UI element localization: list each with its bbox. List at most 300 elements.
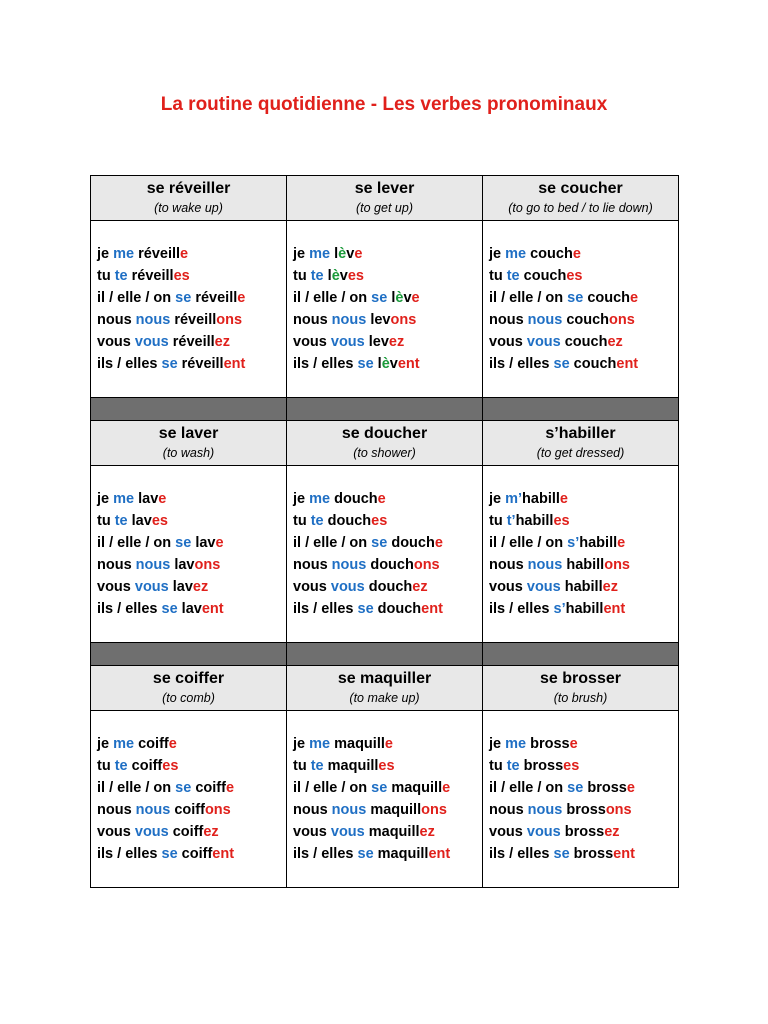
- verb-stem: couch: [583, 290, 631, 306]
- conjugation-line: [97, 843, 286, 865]
- reflexive-pronoun: nous: [527, 802, 563, 818]
- subject-pronoun: je: [97, 736, 114, 752]
- verb-conjugation-cell: [483, 711, 679, 888]
- subject-pronoun: ils / elles: [97, 601, 162, 617]
- verb-ending: ez: [604, 824, 620, 840]
- subject-pronoun: tu: [293, 268, 311, 284]
- verb-stem: l: [373, 356, 382, 372]
- subject-pronoun: nous: [489, 312, 528, 328]
- conjugation-list: [483, 466, 678, 620]
- verb-header-row: [91, 176, 679, 221]
- reflexive-pronoun: se: [371, 780, 388, 796]
- subject-pronoun: il / elle / on: [293, 535, 372, 551]
- verb-conjugation-cell: [287, 466, 483, 643]
- conjugation-line: [97, 532, 286, 554]
- verb-ending: ent: [428, 846, 451, 862]
- conjugation-line: [97, 287, 286, 309]
- verb-header-cell: [91, 421, 287, 466]
- conjugation-line: [293, 821, 482, 843]
- verb-conjugation-cell: [91, 466, 287, 643]
- verb-ending: e: [411, 290, 420, 306]
- conjugation-line: [293, 488, 482, 510]
- verb-header-cell: [483, 176, 679, 221]
- reflexive-pronoun: se: [567, 780, 584, 796]
- subject-pronoun: je: [489, 736, 506, 752]
- verb-conjugation-cell: [91, 221, 287, 398]
- verb-header-cell: [91, 666, 287, 711]
- subject-pronoun: vous: [97, 579, 135, 595]
- reflexive-pronoun: se: [567, 290, 584, 306]
- verb-translation: (to go to bed / to lie down): [508, 201, 653, 215]
- stem-accent: è: [395, 290, 404, 306]
- verb-infinitive: se réveiller: [146, 180, 231, 197]
- verb-ending: ons: [421, 802, 447, 818]
- verb-stem: maquill: [387, 780, 443, 796]
- separator-cell: [287, 398, 483, 421]
- page-title: La routine quotidienne - Les verbes pronominaux: [160, 94, 608, 115]
- verb-stem: lav: [170, 557, 195, 573]
- separator-cell: [91, 398, 287, 421]
- conjugation-line: [97, 777, 286, 799]
- verb-ending: ons: [194, 557, 221, 573]
- reflexive-pronoun: se: [357, 601, 374, 617]
- verb-stem: habill: [565, 601, 604, 617]
- reflexive-pronoun: se: [371, 535, 388, 551]
- reflexive-pronoun: vous: [526, 824, 561, 840]
- verb-ending: ons: [216, 312, 243, 328]
- conjugation-line: [97, 265, 286, 287]
- reflexive-pronoun: me: [113, 736, 135, 752]
- subject-pronoun: vous: [97, 824, 135, 840]
- verb-translation: (to wash): [162, 446, 215, 460]
- reflexive-pronoun: vous: [134, 824, 169, 840]
- verb-stem: coiff: [191, 780, 226, 796]
- verb-header-cell: [483, 421, 679, 466]
- verb-infinitive: se laver: [158, 425, 219, 442]
- conjugation-list: [91, 711, 286, 865]
- conjugation-line: [293, 554, 482, 576]
- subject-pronoun: ils / elles: [489, 601, 554, 617]
- conjugation-line: [97, 755, 286, 777]
- subject-pronoun: nous: [293, 557, 332, 573]
- separator-row: [91, 643, 679, 666]
- subject-pronoun: tu: [489, 758, 507, 774]
- reflexive-pronoun: te: [506, 268, 520, 284]
- reflexive-pronoun: me: [309, 491, 331, 507]
- conjugation-list: [287, 466, 482, 620]
- verb-ending: e: [569, 736, 578, 752]
- verb-stem: couch: [562, 312, 610, 328]
- verb-stem: douch: [364, 579, 413, 595]
- conjugation-line: [489, 243, 678, 265]
- stem-accent: è: [338, 246, 347, 262]
- verb-conjugation-row: [91, 711, 679, 888]
- conjugation-line: [489, 488, 678, 510]
- subject-pronoun: vous: [489, 824, 527, 840]
- conjugation-line: [97, 309, 286, 331]
- conjugation-table: [90, 175, 679, 888]
- subject-pronoun: tu: [97, 513, 115, 529]
- separator-row: [91, 398, 679, 421]
- conjugation-line: [97, 353, 286, 375]
- verb-translation: (to get dressed): [536, 446, 625, 460]
- conjugation-line: [97, 554, 286, 576]
- verb-ending: ent: [421, 601, 443, 617]
- subject-pronoun: vous: [489, 334, 527, 350]
- reflexive-pronoun: nous: [527, 312, 563, 328]
- conjugation-line: [489, 755, 678, 777]
- subject-pronoun: il / elle / on: [97, 535, 176, 551]
- conjugation-line: [97, 598, 286, 620]
- verb-stem: maquill: [373, 846, 429, 862]
- conjugation-line: [97, 510, 286, 532]
- verb-stem: lev: [366, 312, 391, 328]
- conjugation-line: [293, 353, 482, 375]
- verb-conjugation-cell: [287, 221, 483, 398]
- reflexive-pronoun: vous: [330, 334, 365, 350]
- verb-ending: e: [377, 491, 386, 507]
- verb-ending: ez: [214, 334, 230, 350]
- conjugation-list: [287, 221, 482, 375]
- subject-pronoun: je: [97, 246, 114, 262]
- verb-ending: ons: [204, 802, 231, 818]
- reflexive-pronoun: se: [161, 846, 178, 862]
- reflexive-pronoun: se: [357, 846, 374, 862]
- conjugation-line: [293, 755, 482, 777]
- reflexive-pronoun: me: [309, 246, 331, 262]
- verb-stem: coiff: [170, 802, 205, 818]
- verb-ending: ez: [412, 579, 428, 595]
- verb-ending: es: [566, 268, 583, 284]
- verb-translation: (to get up): [356, 201, 413, 215]
- conjugation-list: [287, 711, 482, 865]
- verb-infinitive: se brosser: [540, 670, 621, 687]
- verb-stem: l: [323, 268, 332, 284]
- verb-stem: douch: [373, 601, 422, 617]
- verb-conjugation-row: [91, 221, 679, 398]
- verb-infinitive: se maquiller: [337, 670, 432, 687]
- separator-cell: [483, 643, 679, 666]
- reflexive-pronoun: nous: [527, 557, 563, 573]
- conjugation-list: [91, 221, 286, 375]
- conjugation-line: [97, 733, 286, 755]
- subject-pronoun: vous: [293, 824, 331, 840]
- verb-ending: ent: [616, 356, 639, 372]
- verb-stem: bross: [526, 736, 570, 752]
- conjugation-line: [97, 799, 286, 821]
- conjugation-line: [489, 265, 678, 287]
- verb-stem: réveill: [191, 290, 238, 306]
- subject-pronoun: il / elle / on: [293, 290, 372, 306]
- verb-ending: es: [378, 758, 395, 774]
- verb-ending: ons: [413, 557, 440, 573]
- reflexive-pronoun: m’: [505, 491, 523, 507]
- conjugation-line: [293, 309, 482, 331]
- reflexive-pronoun: se: [553, 356, 570, 372]
- verb-ending: es: [151, 513, 168, 529]
- subject-pronoun: ils / elles: [293, 846, 358, 862]
- verb-stem-end: v: [346, 246, 355, 262]
- conjugation-line: [489, 532, 678, 554]
- verb-ending: e: [354, 246, 363, 262]
- verb-ending: ent: [223, 356, 246, 372]
- verb-ending: e: [225, 780, 235, 796]
- reflexive-pronoun: te: [506, 758, 520, 774]
- verb-stem: bross: [519, 758, 564, 774]
- subject-pronoun: ils / elles: [97, 846, 162, 862]
- reflexive-pronoun: se: [371, 290, 388, 306]
- verb-ending: e: [442, 780, 451, 796]
- verb-stem: douch: [366, 557, 414, 573]
- verb-stem: habill: [515, 513, 554, 529]
- conjugation-line: [293, 777, 482, 799]
- reflexive-pronoun: me: [309, 736, 331, 752]
- verb-ending: ez: [192, 579, 209, 595]
- reflexive-pronoun: nous: [135, 802, 171, 818]
- verb-stem: douch: [330, 491, 378, 507]
- conjugation-line: [489, 554, 678, 576]
- verb-stem: réveill: [127, 268, 174, 284]
- subject-pronoun: il / elle / on: [97, 780, 176, 796]
- conjugation-line: [97, 821, 286, 843]
- subject-pronoun: je: [293, 736, 310, 752]
- verb-header-cell: [287, 421, 483, 466]
- verb-infinitive: se coucher: [538, 180, 623, 197]
- verb-ending: ent: [201, 601, 224, 617]
- reflexive-pronoun: nous: [331, 802, 367, 818]
- subject-pronoun: il / elle / on: [293, 780, 372, 796]
- verb-stem: douch: [387, 535, 435, 551]
- verb-stem: coiff: [168, 824, 204, 840]
- verb-stem: couch: [560, 334, 608, 350]
- subject-pronoun: tu: [97, 758, 115, 774]
- verb-stem: douch: [323, 513, 372, 529]
- conjugation-line: [97, 576, 286, 598]
- verb-ending: es: [162, 758, 179, 774]
- subject-pronoun: il / elle / on: [489, 290, 568, 306]
- reflexive-pronoun: vous: [330, 579, 365, 595]
- subject-pronoun: ils / elles: [489, 846, 554, 862]
- verb-ending: ons: [604, 557, 630, 573]
- separator-cell: [91, 643, 287, 666]
- subject-pronoun: je: [293, 491, 310, 507]
- subject-pronoun: nous: [97, 802, 136, 818]
- subject-pronoun: nous: [97, 312, 136, 328]
- reflexive-pronoun: te: [310, 513, 324, 529]
- verb-stem: couch: [526, 246, 573, 262]
- subject-pronoun: vous: [293, 334, 331, 350]
- reflexive-pronoun: te: [114, 513, 128, 529]
- verb-ending: ent: [397, 356, 420, 372]
- subject-pronoun: il / elle / on: [489, 535, 568, 551]
- conjugation-line: [293, 287, 482, 309]
- verb-stem: couch: [519, 268, 567, 284]
- verb-stem: réveill: [134, 246, 181, 262]
- verb-header-cell: [91, 176, 287, 221]
- conjugation-line: [97, 243, 286, 265]
- conjugation-line: [97, 488, 286, 510]
- subject-pronoun: tu: [489, 268, 507, 284]
- verb-stem: coiff: [134, 736, 169, 752]
- subject-pronoun: nous: [293, 312, 332, 328]
- conjugation-line: [293, 331, 482, 353]
- verb-stem-end: v: [389, 356, 398, 372]
- reflexive-pronoun: te: [114, 758, 128, 774]
- conjugation-line: [293, 243, 482, 265]
- conjugation-line: [489, 799, 678, 821]
- reflexive-pronoun: nous: [135, 557, 171, 573]
- verb-infinitive: s’habiller: [545, 425, 616, 442]
- verb-stem: bross: [583, 780, 627, 796]
- conjugation-line: [97, 331, 286, 353]
- verb-ending: ent: [613, 846, 635, 862]
- subject-pronoun: nous: [489, 557, 528, 573]
- reflexive-pronoun: vous: [526, 579, 561, 595]
- conjugation-line: [489, 353, 678, 375]
- verb-ending: e: [215, 535, 224, 551]
- reflexive-pronoun: nous: [135, 312, 171, 328]
- verb-ending: e: [559, 491, 568, 507]
- subject-pronoun: tu: [489, 513, 507, 529]
- verb-ending: es: [347, 268, 364, 284]
- reflexive-pronoun: t’: [506, 513, 516, 529]
- verb-stem: réveill: [168, 334, 215, 350]
- verb-ending: ez: [607, 334, 623, 350]
- conjugation-line: [489, 309, 678, 331]
- subject-pronoun: je: [489, 246, 506, 262]
- reflexive-pronoun: me: [113, 491, 135, 507]
- conjugation-list: [91, 466, 286, 620]
- verb-translation: (to make up): [349, 691, 420, 705]
- verb-translation: (to shower): [353, 446, 416, 460]
- subject-pronoun: vous: [97, 334, 135, 350]
- verb-header-row: [91, 666, 679, 711]
- subject-pronoun: ils / elles: [293, 601, 358, 617]
- reflexive-pronoun: se: [161, 356, 178, 372]
- verb-stem: coiff: [177, 846, 213, 862]
- conjugation-line: [293, 576, 482, 598]
- verb-stem: habill: [522, 491, 560, 507]
- subject-pronoun: nous: [293, 802, 332, 818]
- conjugation-list: [483, 711, 678, 865]
- verb-stem: couch: [569, 356, 617, 372]
- verb-ending: e: [626, 780, 635, 796]
- reflexive-pronoun: se: [357, 356, 374, 372]
- reflexive-pronoun: te: [310, 268, 324, 284]
- conjugation-line: [489, 777, 678, 799]
- reflexive-pronoun: me: [505, 736, 527, 752]
- verb-stem-end: v: [339, 268, 348, 284]
- verb-conjugation-cell: [483, 466, 679, 643]
- verb-ending: e: [168, 736, 177, 752]
- conjugation-line: [489, 733, 678, 755]
- reflexive-pronoun: me: [113, 246, 135, 262]
- verb-stem: coiff: [127, 758, 163, 774]
- verb-infinitive: se doucher: [341, 425, 428, 442]
- verb-translation: (to brush): [553, 691, 608, 705]
- verb-ending: ons: [605, 802, 632, 818]
- conjugation-line: [489, 287, 678, 309]
- verb-stem: habill: [579, 535, 618, 551]
- subject-pronoun: nous: [97, 557, 136, 573]
- reflexive-pronoun: s’: [553, 601, 566, 617]
- verb-infinitive: se lever: [354, 180, 415, 197]
- verb-header-row: [91, 421, 679, 466]
- verb-ending: es: [563, 758, 580, 774]
- verb-stem: lav: [134, 491, 159, 507]
- subject-pronoun: tu: [293, 513, 311, 529]
- reflexive-pronoun: me: [505, 246, 527, 262]
- subject-pronoun: tu: [293, 758, 311, 774]
- verb-translation: (to wake up): [154, 201, 223, 215]
- verb-ending: e: [237, 290, 246, 306]
- subject-pronoun: nous: [489, 802, 528, 818]
- conjugation-line: [489, 510, 678, 532]
- verb-stem: maquill: [366, 802, 422, 818]
- conjugation-line: [489, 821, 678, 843]
- conjugation-line: [489, 331, 678, 353]
- verb-stem: l: [387, 290, 396, 306]
- reflexive-pronoun: vous: [526, 334, 561, 350]
- verb-stem: lav: [177, 601, 202, 617]
- conjugation-line: [293, 510, 482, 532]
- conjugation-line: [293, 843, 482, 865]
- verb-ending: ez: [602, 579, 618, 595]
- verb-header-cell: [287, 176, 483, 221]
- conjugation-line: [293, 265, 482, 287]
- verb-ending: ez: [419, 824, 435, 840]
- reflexive-pronoun: vous: [134, 579, 169, 595]
- subject-pronoun: ils / elles: [293, 356, 358, 372]
- reflexive-pronoun: te: [114, 268, 128, 284]
- verb-conjugation-cell: [287, 711, 483, 888]
- subject-pronoun: tu: [97, 268, 115, 284]
- verb-ending: ent: [212, 846, 235, 862]
- verb-stem: habill: [560, 579, 603, 595]
- verb-stem: l: [330, 246, 339, 262]
- verb-stem: réveill: [170, 312, 217, 328]
- stem-accent: è: [381, 356, 390, 372]
- subject-pronoun: je: [97, 491, 114, 507]
- verb-header-cell: [483, 666, 679, 711]
- verb-ending: es: [371, 513, 388, 529]
- verb-header-cell: [287, 666, 483, 711]
- conjugation-line: [293, 799, 482, 821]
- subject-pronoun: il / elle / on: [489, 780, 568, 796]
- subject-pronoun: ils / elles: [97, 356, 162, 372]
- verb-ending: e: [384, 736, 393, 752]
- verb-ending: e: [434, 535, 443, 551]
- subject-pronoun: je: [293, 246, 310, 262]
- verb-ending: ez: [388, 334, 405, 350]
- verb-stem: lav: [168, 579, 193, 595]
- reflexive-pronoun: se: [553, 846, 570, 862]
- stem-accent: è: [331, 268, 340, 284]
- verb-stem: maquill: [323, 758, 379, 774]
- verb-ending: ons: [390, 312, 417, 328]
- reflexive-pronoun: se: [175, 780, 192, 796]
- verb-stem-end: v: [403, 290, 412, 306]
- verb-conjugation-cell: [483, 221, 679, 398]
- separator-cell: [483, 398, 679, 421]
- reflexive-pronoun: vous: [134, 334, 169, 350]
- subject-pronoun: vous: [293, 579, 331, 595]
- subject-pronoun: je: [489, 491, 506, 507]
- verb-conjugation-cell: [91, 711, 287, 888]
- conjugation-line: [293, 532, 482, 554]
- verb-ending: ons: [609, 312, 635, 328]
- verb-stem: lev: [364, 334, 389, 350]
